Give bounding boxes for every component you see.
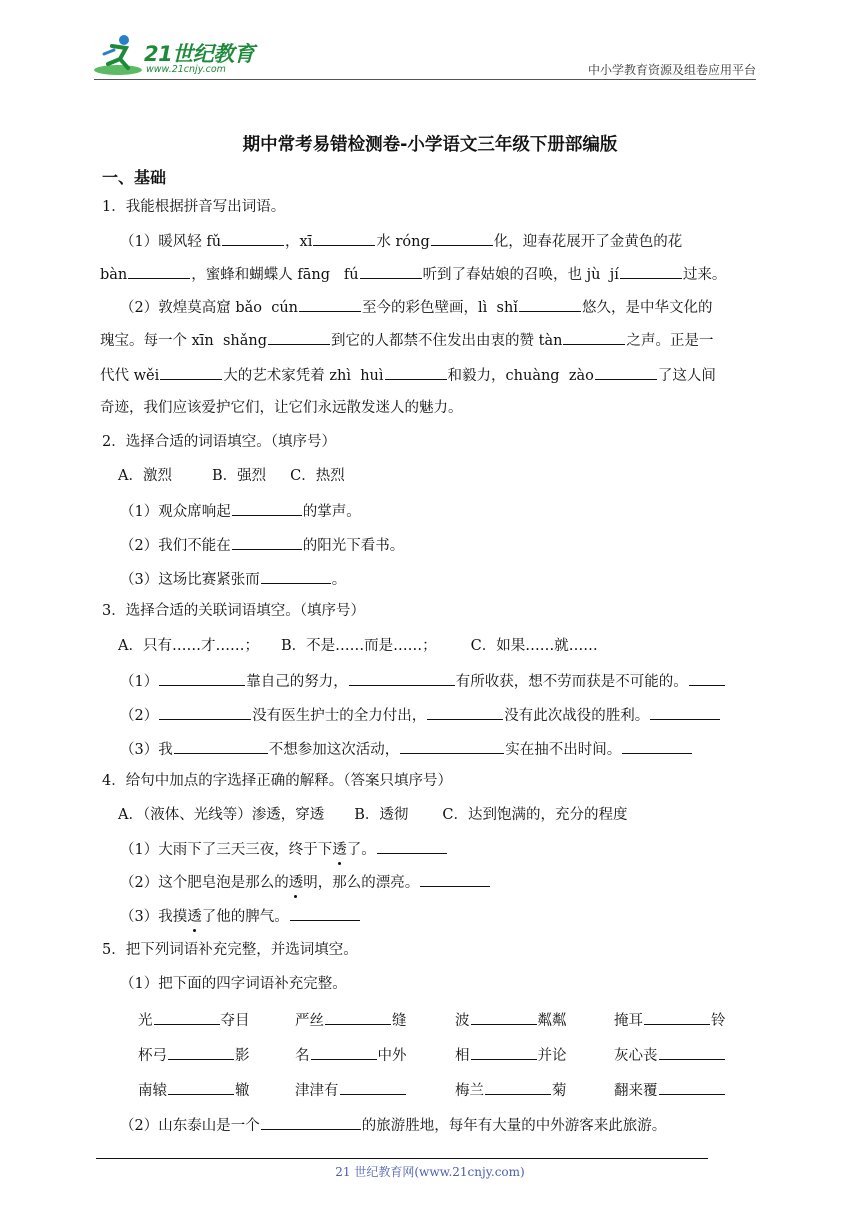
idiom-cell: 名 中外	[295, 1044, 407, 1066]
idiom-cell: 光 夺目	[138, 1009, 250, 1031]
question-1-title: 1．我能根据拼音写出词语。	[102, 199, 286, 215]
q4-item-3: （3）我摸透了他的脾气。	[120, 905, 361, 927]
idiom-cell: 掩耳 铃	[614, 1009, 726, 1031]
q2-item-1: （1）观众席响起 的掌声。	[120, 500, 361, 522]
q2-options: A．激烈 B．强烈 C．热烈	[118, 468, 345, 484]
q3-item-1: （1） 靠自己的努力， 有所收获，想不劳而获是不可能的。	[120, 670, 726, 692]
q1-p2-line2: 瑰宝。每一个 xīn shǎng 到它的人都禁不住发出由衷的赞 tàn 之声。正是一	[100, 329, 713, 351]
page-header	[0, 0, 860, 85]
question-4-title: 4．给句中加点的字选择正确的解释。（答案只填序号）	[102, 773, 452, 789]
header-divider	[94, 79, 756, 80]
q2-item-3: （3）这场比赛紧张而 。	[120, 568, 346, 590]
idiom-cell: 梅兰 菊	[455, 1079, 567, 1101]
q5-sub1: （1）把下面的四字词语补充完整。	[120, 976, 347, 992]
q1-p2-line3: 代代 wěi 大的艺术家凭着 zhì huì 和毅力，chuàng zào 了这人间	[100, 364, 716, 386]
idiom-cell: 津津有	[295, 1079, 407, 1101]
footer-text: 21 世纪教育网(www.21cnjy.com)	[335, 1165, 525, 1179]
idiom-cell: 波 粼粼	[455, 1009, 567, 1031]
q4-item-2: （2）这个肥皂泡是那么的透明，那么的漂亮。	[120, 871, 491, 893]
idiom-cell: 相 并论	[455, 1044, 567, 1066]
q2-item-2: （2）我们不能在 的阳光下看书。	[120, 534, 404, 556]
idiom-cell: 严丝 缝	[295, 1009, 407, 1031]
section-heading: 一、基础	[102, 168, 167, 187]
q4-options: A．（液体、光线等）渗透，穿透 B．透彻 C．达到饱满的，充分的程度	[118, 807, 628, 823]
emphasis-dot-char: 透	[288, 875, 304, 891]
runner-logo-icon	[92, 32, 144, 78]
document-title: 期中常考易错检测卷-小学语文三年级下册部编版	[242, 135, 618, 155]
question-3-title: 3．选择合适的关联词语填空。（填序号）	[102, 603, 365, 619]
q3-options: A．只有……才……； B．不是……而是……； C．如果……就……	[118, 638, 598, 654]
question-2-title: 2．选择合适的词语填空。（填序号）	[102, 434, 336, 450]
q3-item-3: （3）我 不想参加这次活动， 实在抽不出时间。	[120, 738, 693, 760]
q1-p1-line1: （1）暖风轻 fǔ ，xī 水 róng 化，迎春花展开了金黄色的花	[120, 230, 682, 252]
emphasis-dot-char: 透	[332, 842, 347, 858]
logo	[92, 32, 262, 80]
idiom-cell: 灰心丧	[614, 1044, 726, 1066]
logo-url: www.21cnjy.com	[146, 64, 226, 75]
platform-name: 中小学教育资源及组卷应用平台	[587, 63, 756, 77]
q1-p2-line4: 奇迹，我们应该爱护它们，让它们永远散发迷人的魅力。	[100, 400, 463, 416]
idiom-cell: 翻来覆	[614, 1079, 726, 1101]
emphasis-dot-char: 透	[187, 909, 202, 925]
logo-text: 21世纪教育	[144, 42, 255, 66]
idiom-cell: 南辕 辙	[138, 1079, 250, 1101]
q1-p2-line1: （2）敦煌莫高窟 bǎo cún 至今的彩色壁画，lì shǐ 悠久，是中华文化的	[120, 296, 712, 318]
question-5-title: 5．把下列词语补充完整，并选词填空。	[102, 942, 358, 958]
footer-divider	[96, 1158, 708, 1159]
q5-sub2: （2）山东泰山是一个 的旅游胜地，每年有大量的中外游客来此旅游。	[120, 1114, 666, 1136]
q3-item-2: （2） 没有医生护士的全力付出， 没有此次战役的胜利。	[120, 704, 721, 726]
q4-item-1: （1）大雨下了三天三夜，终于下透了。	[120, 838, 448, 860]
q1-p1-line2: bàn ，蜜蜂和蝴蝶人 fāng fú 听到了春姑娘的召唤，也 jù jí 过来。	[100, 263, 726, 285]
idiom-cell: 杯弓 影	[138, 1044, 250, 1066]
